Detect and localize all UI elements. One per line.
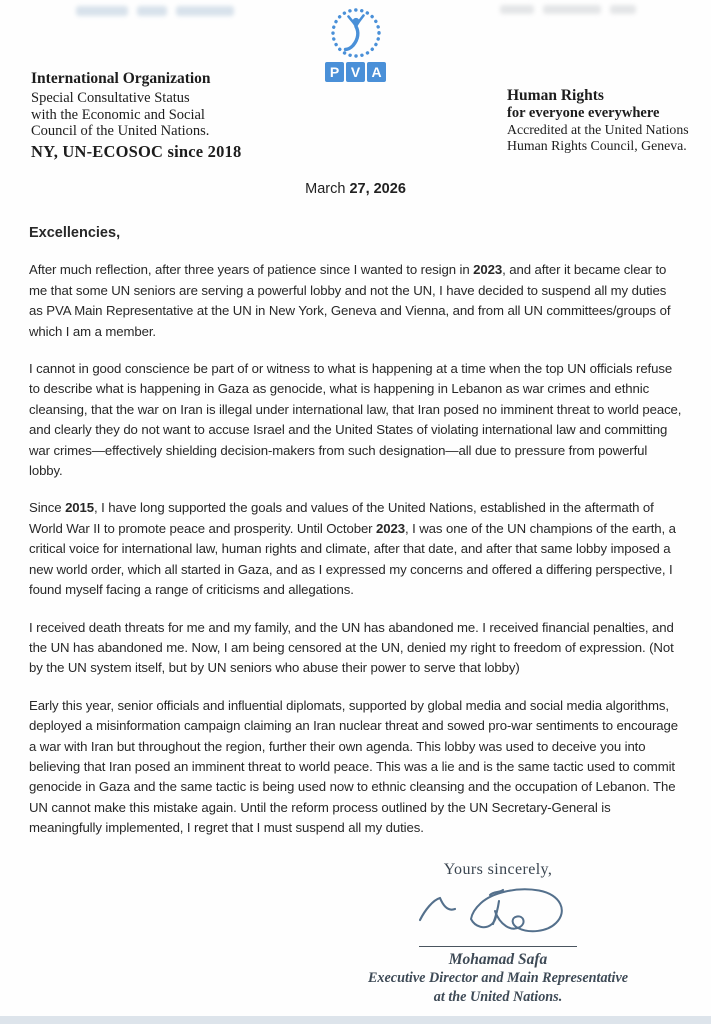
paragraph-bold-year: 2023 <box>376 520 405 536</box>
tagline: for everyone everywhere <box>507 105 660 121</box>
paragraph-bold-year: 2015 <box>65 500 94 516</box>
logo-dotted-ring-figure-icon <box>329 6 383 60</box>
paragraph-text: , I was one of the UN champions of the earth, a critical voice for international law, human rights and climate, after that date, and after that same lobby imposed a new world order, which all started in Gaza, and as I expressed my concerns and offered a differing perspective, I found myself facing a range of criticisms and allegations. <box>29 520 676 598</box>
consultative-status-line: Council of the United Nations. <box>31 123 210 139</box>
accreditation-line: Accredited at the United Nations <box>507 122 689 137</box>
paragraph-3 <box>29 498 682 600</box>
faint-text-blob <box>543 5 601 14</box>
letter-body <box>29 223 682 856</box>
signature-block <box>338 861 658 1006</box>
consultative-status-line: Special Consultative Status <box>31 90 190 106</box>
human-figure-icon <box>345 16 363 50</box>
faint-cropped-text-right <box>500 5 636 14</box>
ecosoc-line: NY, UN-ECOSOC since 2018 <box>31 141 242 161</box>
faint-text-blob <box>76 6 128 16</box>
faint-cropped-text-left <box>76 6 234 16</box>
signatory-block <box>338 946 658 1006</box>
valediction: Yours sincerely, <box>443 861 553 878</box>
letterhead-right <box>507 87 692 154</box>
photo-bottom-edge <box>0 1016 711 1024</box>
handwritten-signature-icon <box>414 882 582 944</box>
signatory-name: Mohamad Safa <box>448 951 548 968</box>
salutation: Excellencies, <box>29 225 121 241</box>
paragraph-4: I received death threats for me and my family, and the UN has abandoned me. I received financial penalties, and the UN has abandoned me. Now, I am being censored at the UN, denied my right to freedom of expression. (Not by the UN system itself, but by UN seniors who abuse their power to serve that lobby) <box>29 619 674 676</box>
org-type-line: International Organization <box>31 70 211 87</box>
paragraph-text: Since <box>29 500 66 516</box>
date-day-year: 27, 2026 <box>349 181 406 197</box>
faint-text-blob <box>137 6 167 16</box>
paragraph-text: , and after it became clear to me that some UN seniors are serving a powerful lobby and not the UN, I have decided to suspend all my duties as PVA Main Representative at the UN in New York, Geneva and Vienna, and from all UN committees/groups of which I am a member. <box>29 262 671 339</box>
signature-rule <box>419 946 577 947</box>
date-line <box>0 181 711 197</box>
human-rights-line: Human Rights <box>507 87 604 104</box>
faint-text-blob <box>500 5 534 14</box>
logo-letter-box: P <box>325 62 344 82</box>
paragraph-text: After much reflection, after three years of patience since I wanted to resign in <box>29 262 474 278</box>
paragraph-5: Early this year, senior officials and influential diplomats, supported by global media and social media algorithms, deployed a misinformation campaign claiming an Iran nuclear threat and sowed pro-war sentiments to encourage a war with Iran but throughout the region, further their own agenda. This lobby was used to deceive you into believing that Iran posed an imminent threat to world peace. This was a lie and is the same tactic used to commit genocide in Gaza and the same tactic is being used now to ethnic cleansing and the occupation of Lebanon. The UN cannot make this mistake again. Until the reform process outlined by the UN Secretary-General is meaningfully implemented, I regret that I must suspend all my duties. <box>29 697 678 836</box>
accreditation-line: Human Rights Council, Geneva. <box>507 138 687 153</box>
paragraph-bold-year: 2023 <box>473 262 503 278</box>
signatory-title: Executive Director and Main Representative <box>367 970 629 986</box>
faint-text-blob <box>176 6 234 16</box>
letterhead-left <box>31 70 261 162</box>
paragraph-text: , I have long supported the goals and values of the United Nations, established in the aftermath of World War II to promote peace and prosperity. Until October <box>29 500 654 536</box>
paragraph-1 <box>29 260 682 342</box>
paragraph-2: I cannot in good conscience be part of or witness to what is happening at a time when the top UN officials refuse to describe what is happening in Gaza as genocide, what is happening in Lebanon as war crimes and ethnic cleansing, that the war on Iran is illegal under international law, that Iran posed no imminent threat to world peace, and clearly they do not want to accuse Israel and the United States of violating international law and committing war crimes—effectively shielding decision-makers from such designation—all due to pressure from powerful lobby. <box>29 361 682 479</box>
date-month: March <box>305 181 350 197</box>
faint-text-blob <box>610 5 636 14</box>
logo-wordmark <box>318 62 394 82</box>
logo-letter-box: A <box>367 62 386 82</box>
consultative-status-line: with the Economic and Social <box>31 106 205 123</box>
pva-logo <box>318 6 394 82</box>
logo-letter-box: V <box>346 62 365 82</box>
signatory-title: at the United Nations. <box>433 988 563 1005</box>
